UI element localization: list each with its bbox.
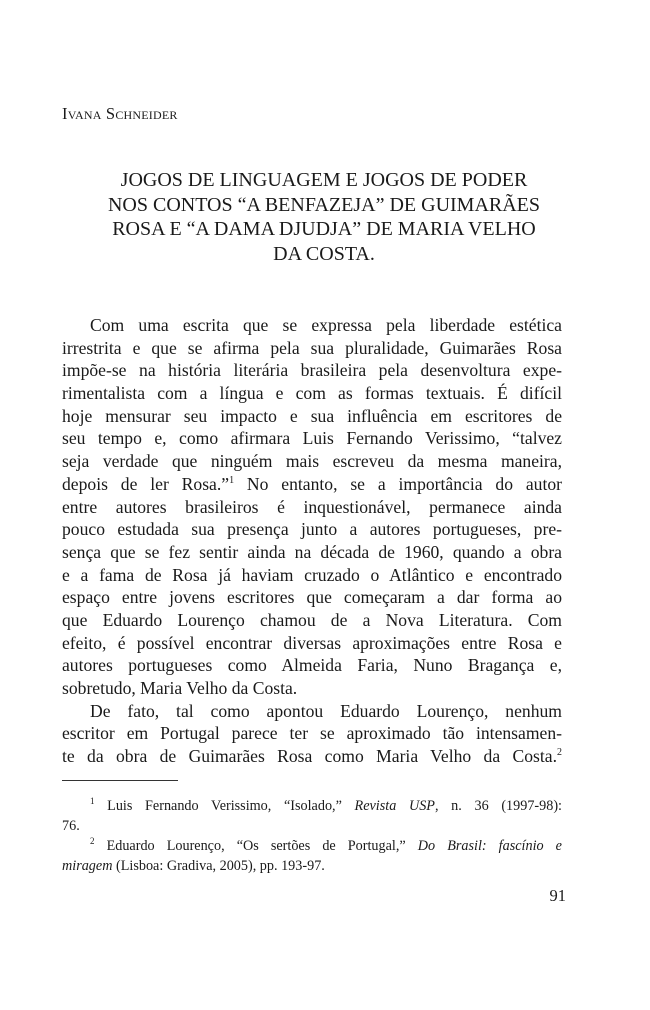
footnote-text: , n. 36 (1997-98): — [434, 798, 562, 814]
footnote-text: Luis Fernando Verissimo, “Isolado,” — [94, 798, 355, 814]
footnote-ref-1[interactable]: 1 — [229, 474, 235, 486]
text-line: que Eduardo Lourenço chamou de a Nova Literatura. Com — [62, 609, 562, 630]
page-number: 91 — [549, 886, 566, 905]
text-line: e a fama de Rosa já haviam cruzado o Atlântico e encontrado — [62, 564, 562, 585]
text-line: sença que se fez sentir ainda na década de 1960, quando a obra — [62, 541, 562, 562]
text-line: De fato, tal como apontou Eduardo Lourenço, nenhum — [90, 700, 562, 721]
title-line: NOS CONTOS “A BENFAZEJA” DE GUIMARÃES — [107, 193, 541, 216]
footnote-separator — [62, 780, 178, 781]
text-line: seja verdade que ninguém mais escreveu da mesma maneira, — [62, 451, 562, 472]
text-line — [62, 473, 562, 496]
footnote-mark: 1 — [90, 796, 95, 806]
footnote-2 — [62, 836, 562, 856]
footnote-mark: 2 — [90, 836, 95, 846]
text-line: efeito, é possível encontrar diversas aproximações entre Rosa e — [62, 632, 562, 653]
title-line: ROSA E “A DAMA DJUDJA” DE MARIA VELHO — [112, 218, 536, 240]
text-line: sobretudo, Maria Velho da Costa. — [62, 678, 298, 698]
text-fragment: depois de ler Rosa.” — [62, 473, 230, 494]
running-head-author: Ivana Schneider — [62, 104, 178, 123]
text-fragment: te da obra de Guimarães Rosa como Maria Velho da Costa. — [62, 746, 557, 767]
title-line: JOGOS DE LINGUAGEM E JOGOS DE PODER — [120, 169, 528, 191]
text-line: hoje mensurar seu impacto e sua influência em escritores de — [62, 405, 562, 426]
footnote-title: Do Brasil: fascínio e — [417, 838, 562, 854]
body-text — [62, 314, 562, 768]
footnote-ref-2[interactable]: 2 — [557, 747, 562, 759]
footnote-1 — [62, 796, 562, 816]
text-line: rimentalista com a língua e com as formas textuais. É difícil — [62, 383, 562, 404]
text-line: impõe-se na história literária brasileira pela desenvoltura expe- — [62, 360, 562, 381]
text-fragment: No entanto, se a importância do autor — [234, 473, 563, 494]
text-line: autores portugueses como Almeida Faria, Nuno Bragança e, — [62, 655, 562, 676]
text-line: espaço entre jovens escritores que começaram a dar forma ao — [62, 587, 562, 608]
footnote-title: Revista USP — [354, 798, 435, 814]
footnotes — [62, 796, 562, 876]
text-line: escritor em Portugal parece ter se aproximado tão intensamen- — [62, 723, 562, 744]
title-line: DA COSTA. — [273, 242, 375, 265]
footnote-text: Eduardo Lourenço, “Os sertões de Portugal,” — [94, 838, 418, 854]
chapter-title — [84, 168, 564, 266]
text-line: Com uma escrita que se expressa pela liberdade estética — [90, 315, 562, 335]
footnote-text: (Lisboa: Gradiva, 2005), pp. 193-97. — [112, 858, 325, 874]
text-line: seu tempo e, como afirmara Luis Fernando Verissimo, “talvez — [62, 428, 562, 449]
text-line: entre autores brasileiros é inquestionável, permanece ainda — [62, 496, 562, 517]
text-line: irrestrita e que se afirma pela sua pluralidade, Guimarães Rosa — [62, 337, 562, 358]
footnote-1-cont: 76. — [62, 818, 80, 834]
text-line — [62, 745, 562, 768]
footnote-2-cont — [62, 856, 562, 876]
text-line: pouco estudada sua presença junto a autores portugueses, pre- — [62, 519, 562, 540]
footnote-title: miragem — [62, 858, 113, 874]
